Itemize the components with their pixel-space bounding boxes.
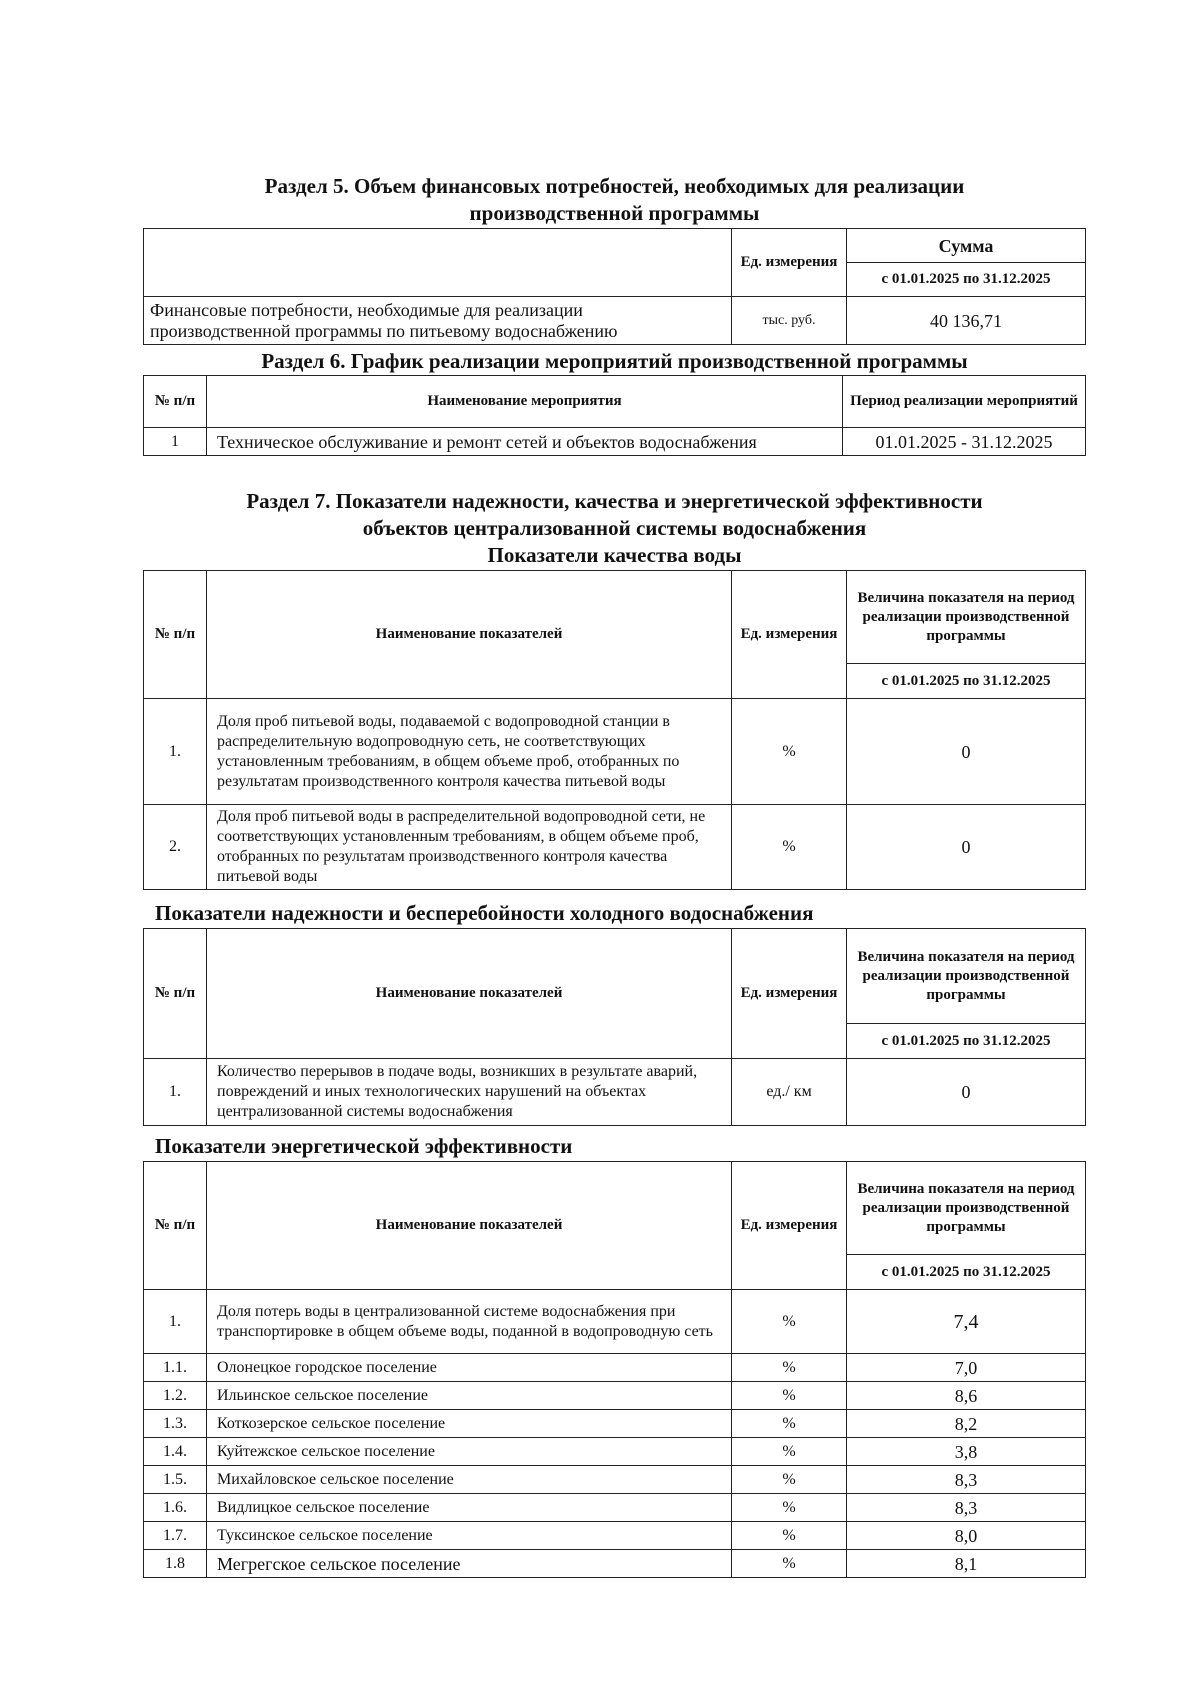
row-name: Мегрегское сельское поселение [207, 1550, 732, 1578]
energy-title: Показатели энергетической эффективности [155, 1134, 573, 1158]
col-period-header: Период реализации мероприятий [843, 376, 1086, 428]
row-unit: % [732, 1410, 847, 1438]
reliability-title: Показатели надежности и бесперебойности холодного водоснабжения [155, 901, 814, 925]
row-unit: % [732, 1466, 847, 1494]
section6-title: Раздел 6. График реализации мероприятий производственной программы [261, 349, 968, 373]
table-row [144, 1354, 1086, 1382]
row-num: 1.5. [144, 1466, 207, 1494]
table-row [144, 1522, 1086, 1550]
table-header-row [144, 1162, 1086, 1255]
col-name-header: Наименование показателей [207, 929, 732, 1059]
col-period-header: с 01.01.2025 по 31.12.2025 [847, 263, 1086, 297]
table-header-row [144, 229, 1086, 263]
row-value: 7,0 [847, 1354, 1086, 1382]
table-row [144, 1466, 1086, 1494]
row-name: Доля проб питьевой воды в распределительной водопроводной сети, не соответствующих установленным требованиям, в общем объеме проб, отобранных по результатам производственного контроля качества питьевой воды [207, 805, 732, 890]
energy-table [143, 1161, 1086, 1578]
row-name: Михайловское сельское поселение [207, 1466, 732, 1494]
table-row [144, 297, 1086, 345]
row-num: 1. [144, 1059, 207, 1126]
table-row [144, 1382, 1086, 1410]
row-value: 0 [847, 699, 1086, 805]
row-num: 1.1. [144, 1354, 207, 1382]
table-row [144, 1410, 1086, 1438]
row-num: 1.3. [144, 1410, 207, 1438]
row-value: 8,3 [847, 1466, 1086, 1494]
row-unit: % [732, 1290, 847, 1354]
row-unit: % [732, 805, 847, 890]
row-value: 8,3 [847, 1494, 1086, 1522]
row-unit: тыс. руб. [732, 297, 847, 345]
row-num: 2. [144, 805, 207, 890]
row-name: Количество перерывов в подаче воды, возникших в результате аварий, повреждений и иных технологических нарушений на объектах централизованной системы водоснабжения [207, 1059, 732, 1126]
col-period-header: с 01.01.2025 по 31.12.2025 [847, 664, 1086, 699]
row-unit: % [732, 1494, 847, 1522]
section6-table [143, 375, 1086, 456]
table-row [144, 699, 1086, 805]
row-value: 8,0 [847, 1522, 1086, 1550]
row-value: 8,6 [847, 1382, 1086, 1410]
empty-header-cell [144, 229, 732, 297]
row-name: Видлицкое сельское поселение [207, 1494, 732, 1522]
quality-table [143, 570, 1086, 890]
quality-title: Показатели качества воды [487, 543, 742, 567]
table-row [144, 805, 1086, 890]
table-row [144, 1059, 1086, 1126]
col-num-header: № п/п [144, 929, 207, 1059]
col-unit-header: Ед. измерения [732, 571, 847, 699]
col-unit-header: Ед. измерения [732, 229, 847, 297]
table-row [144, 428, 1086, 456]
col-value-header: Величина показателя на период реализации производственной программы [847, 571, 1086, 664]
row-name: Ильинское сельское поселение [207, 1382, 732, 1410]
row-num: 1. [144, 699, 207, 805]
row-period: 01.01.2025 - 31.12.2025 [843, 428, 1086, 456]
row-num: 1. [144, 1290, 207, 1354]
row-unit: % [732, 1354, 847, 1382]
table-header-row [144, 571, 1086, 664]
row-num: 1.6. [144, 1494, 207, 1522]
col-period-header: с 01.01.2025 по 31.12.2025 [847, 1024, 1086, 1059]
row-num: 1.7. [144, 1522, 207, 1550]
row-name: Куйтежское сельское поселение [207, 1438, 732, 1466]
row-name: Финансовые потребности, необходимые для реализации производственной программы по питьевому водоснабжению [144, 297, 732, 345]
col-name-header: Наименование мероприятия [207, 376, 843, 428]
table-header-row [144, 376, 1086, 428]
table-row [144, 1494, 1086, 1522]
col-num-header: № п/п [144, 571, 207, 699]
col-unit-header: Ед. измерения [732, 1162, 847, 1290]
reliability-table [143, 928, 1086, 1126]
section7-title-line1: Раздел 7. Показатели надежности, качества и энергетической эффективности [246, 489, 983, 513]
row-value: 7,4 [847, 1290, 1086, 1354]
row-unit: ед./ км [732, 1059, 847, 1126]
section5-title-line1: Раздел 5. Объем финансовых потребностей, необходимых для реализации [264, 174, 965, 198]
table-header-row [144, 929, 1086, 1024]
row-value: 40 136,71 [847, 297, 1086, 345]
table-row [144, 1290, 1086, 1354]
row-value: 3,8 [847, 1438, 1086, 1466]
row-num: 1.4. [144, 1438, 207, 1466]
section5-table [143, 228, 1086, 345]
row-name: Техническое обслуживание и ремонт сетей и объектов водоснабжения [207, 428, 843, 456]
row-num: 1 [144, 428, 207, 456]
row-value: 8,2 [847, 1410, 1086, 1438]
row-unit: % [732, 1550, 847, 1578]
row-name: Олонецкое городское поселение [207, 1354, 732, 1382]
row-unit: % [732, 699, 847, 805]
row-unit: % [732, 1522, 847, 1550]
col-value-header: Величина показателя на период реализации производственной программы [847, 929, 1086, 1024]
col-value-header: Величина показателя на период реализации производственной программы [847, 1162, 1086, 1255]
row-unit: % [732, 1382, 847, 1410]
row-value: 0 [847, 805, 1086, 890]
row-name: Коткозерское сельское поселение [207, 1410, 732, 1438]
row-value: 8,1 [847, 1550, 1086, 1578]
col-unit-header: Ед. измерения [732, 929, 847, 1059]
col-sum-header: Сумма [847, 229, 1086, 263]
row-num: 1.8 [144, 1550, 207, 1578]
row-value: 0 [847, 1059, 1086, 1126]
col-period-header: с 01.01.2025 по 31.12.2025 [847, 1255, 1086, 1290]
col-num-header: № п/п [144, 376, 207, 428]
table-row [144, 1550, 1086, 1578]
row-unit: % [732, 1438, 847, 1466]
row-name: Туксинское сельское поселение [207, 1522, 732, 1550]
section5-title-line2: производственной программы [469, 201, 760, 225]
col-num-header: № п/п [144, 1162, 207, 1290]
section7-title-line2: объектов централизованной системы водоснабжения [362, 516, 867, 540]
col-name-header: Наименование показателей [207, 571, 732, 699]
table-row [144, 1438, 1086, 1466]
col-name-header: Наименование показателей [207, 1162, 732, 1290]
row-name: Доля потерь воды в централизованной системе водоснабжения при транспортировке в общем объеме воды, поданной в водопроводную сеть [207, 1290, 732, 1354]
row-name: Доля проб питьевой воды, подаваемой с водопроводной станции в распределительную водопроводную сеть, не соответствующих установленным требованиям, в общем объеме проб, отобранных по результатам производственного контроля качества питьевой воды [207, 699, 732, 805]
row-num: 1.2. [144, 1382, 207, 1410]
